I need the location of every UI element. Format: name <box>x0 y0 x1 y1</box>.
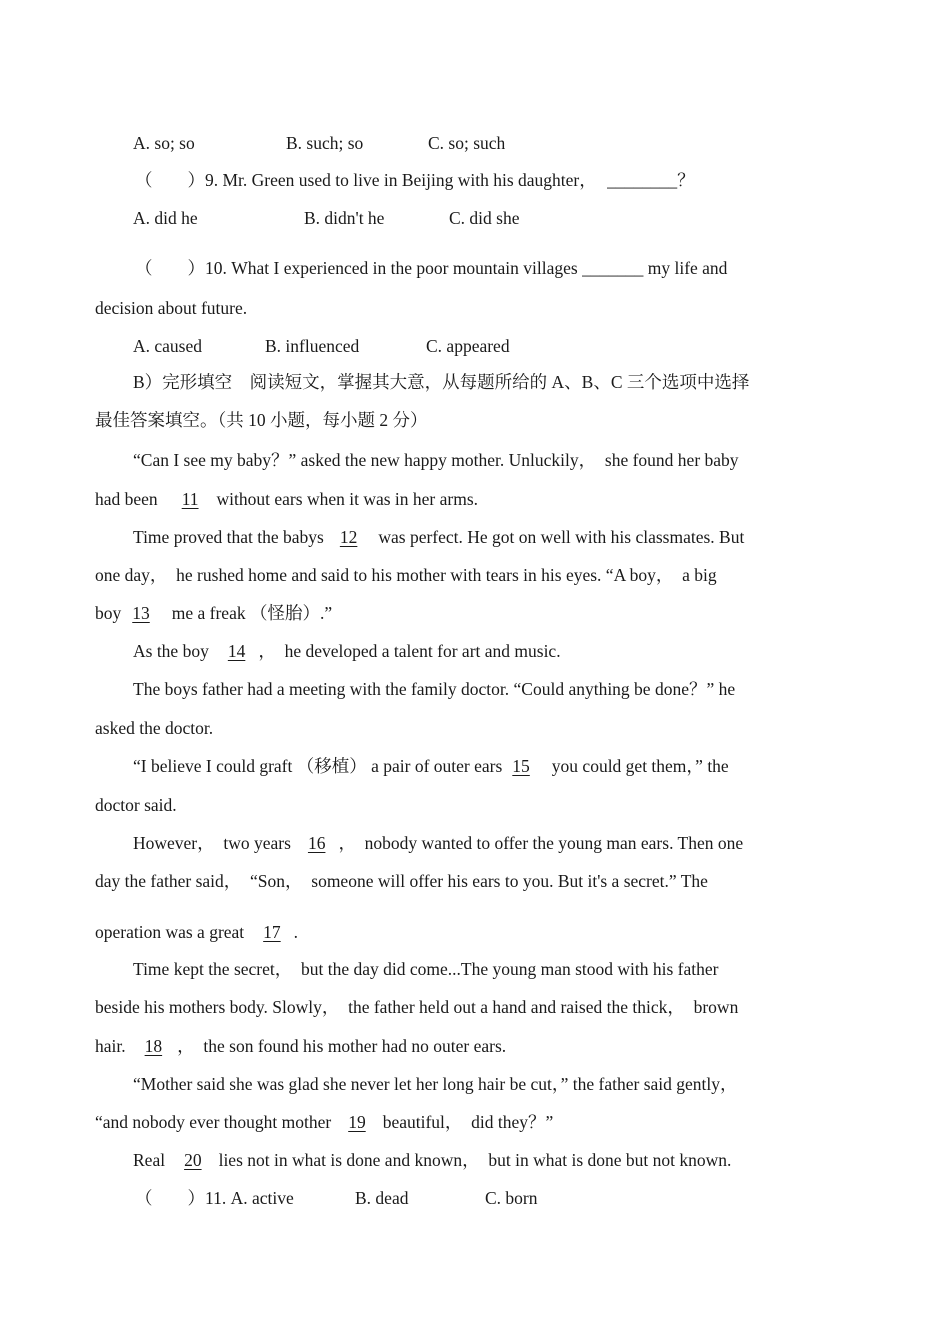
passage-line <box>133 1152 731 1170</box>
passage-line: one day， he rushed home and said to his mother with tears in his eyes. “A boy， a big <box>95 565 717 585</box>
blank-16: 16 <box>307 833 326 853</box>
q11-option-a: 11. A. active <box>205 1188 294 1208</box>
passage-line <box>133 529 744 547</box>
question-9 <box>135 172 695 190</box>
q9-end: ？ <box>677 170 695 190</box>
passage-line: Time kept the secret， but the day did come...The young man stood with his father <box>133 959 719 979</box>
blank-19: 19 <box>348 1112 366 1132</box>
passage-line <box>133 643 561 661</box>
passage-text: However， two years <box>133 833 291 853</box>
blank-11: 11 <box>181 489 199 509</box>
question-11 <box>135 1190 735 1214</box>
q10-blank: _______ <box>582 258 644 278</box>
passage-line <box>95 1114 553 1132</box>
passage-line <box>95 605 332 623</box>
passage-line: “Can I see my baby？” asked the new happy mother. Unluckily， she found her baby <box>133 450 739 470</box>
answer-parenthesis: （ ） <box>135 258 205 278</box>
passage-text: . <box>293 922 299 942</box>
passage-text: you could get them，” the <box>551 756 729 776</box>
q11-stem-group <box>135 1190 294 1208</box>
q9-option-a: A. did he <box>133 208 198 228</box>
passage-line <box>95 491 478 509</box>
passage-text: without ears when it was in her arms. <box>216 489 479 509</box>
passage-text: ， he developed a talent for art and music. <box>258 641 561 661</box>
blank-20: 20 <box>184 1150 202 1170</box>
passage-text: ， the son found his mother had no outer ears. <box>177 1036 507 1056</box>
passage-text: boy <box>95 603 122 623</box>
passage-line <box>95 1038 506 1056</box>
passage-text: lies not in what is done and known， but in what is done but not known. <box>218 1150 732 1170</box>
passage-text: beautiful， did they？” <box>382 1112 554 1132</box>
answer-parenthesis: （ ） <box>135 1188 205 1208</box>
passage-text: Real <box>133 1150 166 1170</box>
passage-text: me a freak （怪胎）.” <box>171 603 333 623</box>
passage-line: “Mother said she was glad she never let her long hair be cut，” the father said gently， <box>133 1074 738 1094</box>
q10-option-c: C. appeared <box>426 336 510 356</box>
passage-text: had been <box>95 489 158 509</box>
blank-18: 18 <box>144 1036 163 1056</box>
q9-option-b: B. didn't he <box>304 208 385 228</box>
question-10 <box>135 260 727 278</box>
passage-line <box>133 758 729 776</box>
passage-text: was perfect. He got on well with his classmates. But <box>378 527 745 547</box>
q9-stem: 9. Mr. Green used to live in Beijing with his daughter， <box>205 170 597 190</box>
blank-14: 14 <box>227 641 246 661</box>
passage-line <box>133 835 743 853</box>
blank-15: 15 <box>512 756 530 776</box>
q9-blank: ________ <box>607 170 678 190</box>
passage-line: asked the doctor. <box>95 718 214 738</box>
q8-option-a: A. so; so <box>133 133 195 153</box>
blank-12: 12 <box>339 527 358 547</box>
passage-text: “I believe I could graft （移植） a pair of outer ears <box>133 756 503 776</box>
answer-parenthesis: （ ） <box>135 170 205 190</box>
q10-line2: decision about future. <box>95 298 248 318</box>
passage-line <box>95 924 298 942</box>
q8-option-b: B. such; so <box>286 133 364 153</box>
section-b-instructions-line2: 最佳答案填空。（共 10 小题，每小题 2 分） <box>95 410 428 430</box>
q10-option-a: A. caused <box>133 336 203 356</box>
passage-line: day the father said， “Son， someone will offer his ears to you. But it's a secret.” The <box>95 871 708 891</box>
section-b-instructions: B）完形填空 阅读短文，掌握其大意，从每题所给的 A、B、C 三个选项中选择 <box>133 372 750 392</box>
q11-option-c: C. born <box>485 1188 538 1208</box>
passage-text: As the boy <box>133 641 209 661</box>
q10-option-b: B. influenced <box>265 336 360 356</box>
passage-line: doctor said. <box>95 795 177 815</box>
passage-line: The boys father had a meeting with the family doctor. “Could anything be done？” he <box>133 679 736 699</box>
q10-stem: 10. What I experienced in the poor mountain villages <box>205 258 578 278</box>
passage-text: Time proved that the babys <box>133 527 324 547</box>
passage-text: “and nobody ever thought mother <box>95 1112 332 1132</box>
passage-text: ， nobody wanted to offer the young man ears. Then one <box>338 833 744 853</box>
passage-text: operation was a great <box>95 922 245 942</box>
q10-tail: my life and <box>647 258 728 278</box>
blank-17: 17 <box>263 922 281 942</box>
q8-option-c: C. so; such <box>428 133 506 153</box>
passage-text: hair. <box>95 1036 126 1056</box>
q9-option-c: C. did she <box>449 208 520 228</box>
blank-13: 13 <box>132 603 150 623</box>
q11-option-b: B. dead <box>355 1188 409 1208</box>
passage-line: beside his mothers body. Slowly， the father held out a hand and raised the thick， brown <box>95 997 739 1017</box>
